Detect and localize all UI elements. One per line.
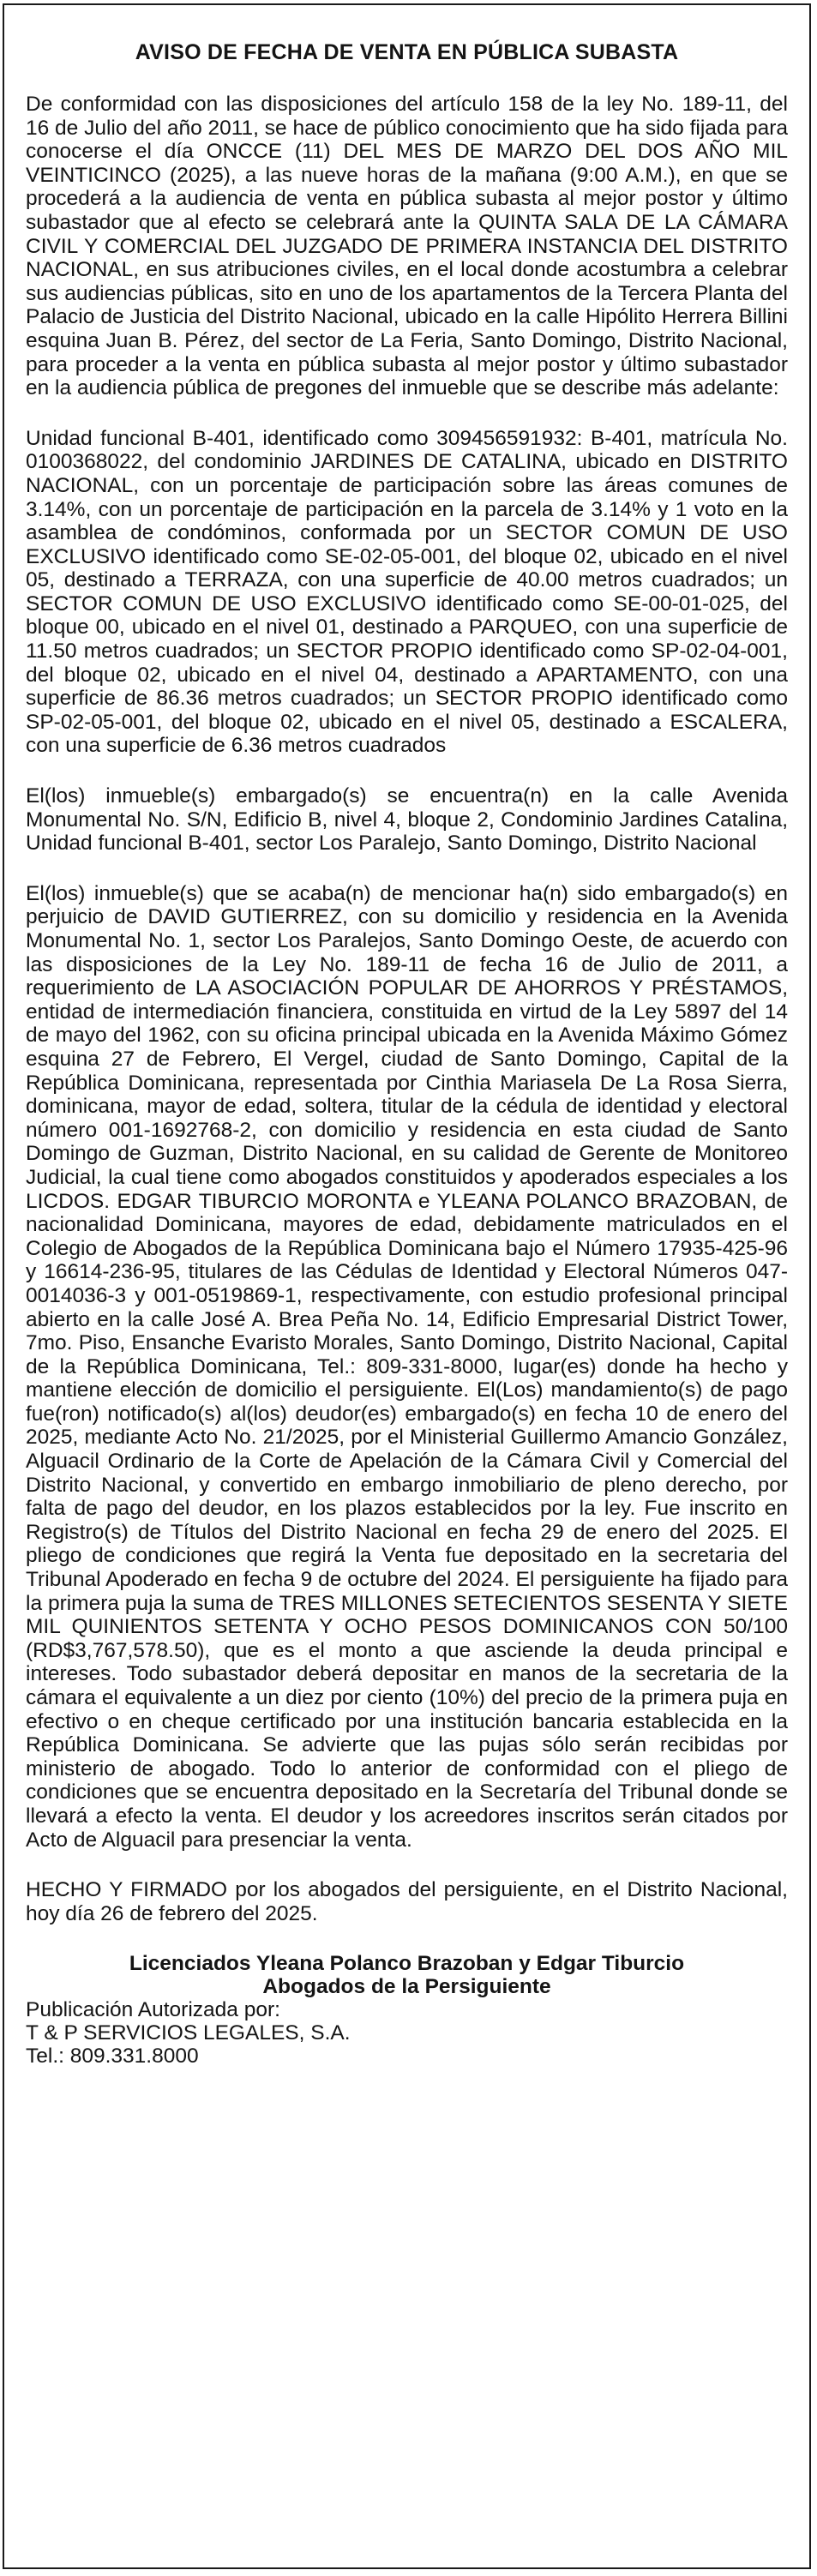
- publication-phone: Tel.: 809.331.8000: [26, 2045, 199, 2069]
- paragraph-seizure-details: El(los) inmueble(s) que se acaba(n) de mencionar ha(n) sido embargado(s) en perjuicio de DAVID GUTIERREZ, con su domicilio y residencia en la Avenida Monumental No. 1, sector Los Paralejos, Santo Domingo Oeste, de acuerdo con las disposiciones de la Ley No. 189-11 de fecha 16 de Julio de 2011, a requerimiento de LA ASOCIACIÓN POPULAR DE AHORROS Y PRÉSTAMOS, entidad de intermediación financiera, constituida en virtud de la Ley 5897 del 14 de mayo del 1962, con su oficina principal ubicada en la Avenida Máximo Gómez esquina 27 de Febrero, El Vergel, ciudad de Santo Domingo, Capital de la República Dominicana, representada por Cinthia Mariasela De La Rosa Sierra, dominicana, mayor de edad, soltera, titular de la cédula de identidad y electoral número 001-1692768-2, con domicilio y residencia en esta ciudad de Santo Domingo de Guzman, Distrito Nacional, en su calidad de Gerente de Monitoreo Judicial, la cual tiene como abogados constituidos y apoderados especiales a los LICDOS. EDGAR TIBURCIO MORONTA e YLEANA POLANCO BRAZOBAN, de nacionalidad Dominicana, mayores de edad, debidamente matriculados en el Colegio de Abogados de la República Dominicana bajo el Número 17935-425-96 y 16614-236-95, titulares de las Cédulas de Identidad y Electoral Números 047-0014036-3 y 001-0519869-1, respectivamente, con estudio profesional principal abierto en la calle José A. Brea Peña No. 14, Edificio Empresarial District Tower, 7mo. Piso, Ensanche Evaristo Morales, Santo Domingo, Distrito Nacional, Capital de la República Dominicana, Tel.: 809-331-8000, lugar(es) donde ha hecho y mantiene elección de domicilio el persiguiente. El(Los) mandamiento(s) de pago fue(ron) notificado(s) al(los) deudor(es) embargado(s) en fecha 10 de enero del 2025, mediante Acto No. 21/2025, por el Ministerial Guillermo Amancio González, Alguacil Ordinario de la Corte de Apelación de la Cámara Civil y Comercial del Distrito Nacional, y convertido en embargo inmobiliario de pleno derecho, por falta de pago del deudor, en los plazos establecidos por la ley. Fue inscrito en Registro(s) de Títulos del Distrito Nacional en fecha 29 de enero del 2025. El pliego de condiciones que regirá la Venta fue depositado en la secretaria del Tribunal Apoderado en fecha 9 de octubre del 2024. El persiguiente ha fijado para la primera puja la suma de TRES MILLONES SETECIENTOS SESENTA Y SIETE MIL QUINIENTOS SETENTA Y OCHO PESOS DOMINICANOS CON 50/100 (RD$3,767,578.50), que es el monto a que asciende la deuda principal e intereses. Todo subastador deberá depositar en manos de la secretaria de la cámara el equivalente a un diez por ciento (10%) del precio de la primera puja en efectivo o en cheque certificado por una institución bancaria establecida en la República Dominicana. Se advierte que las pujas sólo serán recibidas por ministerio de abogado. Todo lo anterior de conformidad con el pliego de condiciones que se encuentra depositado en la Secretaría del Tribunal donde se llevará a efecto la venta. El deudor y los acreedores inscritos serán citados por Acto de Alguacil para presenciar la venta.: [26, 881, 788, 1852]
- notice-title: AVISO DE FECHA DE VENTA EN PÚBLICA SUBASTA: [135, 40, 679, 64]
- signers-names: Licenciados Yleana Polanco Brazoban y Edgar Tiburcio: [129, 1952, 685, 1976]
- notice-body: [26, 39, 788, 2068]
- publication-company: T & P SERVICIOS LEGALES, S.A.: [26, 2021, 351, 2045]
- notice-frame: [3, 3, 811, 2569]
- signers-block: [26, 1952, 788, 1998]
- publication-authorized: Publicación Autorizada por:: [26, 1998, 280, 2022]
- paragraph-sale-date: De conformidad con las disposiciones del artículo 158 de la ley No. 189-11, del 16 de Julio del año 2011, se hace de público conocimiento que ha sido fijada para conocerse el día ONCCE (11) DEL MES DE MARZO DEL DOS AÑO MIL VEINTICINCO (2025), a las nueve horas de la mañana (9:00 A.M.), en que se procederá a la audiencia de venta en pública subasta al mejor postor y último subastador que al efecto se celebrará ante la QUINTA SALA DE LA CÁMARA CIVIL Y COMERCIAL DEL JUZGADO DE PRIMERA INSTANCIA DEL DISTRITO NACIONAL, en sus atribuciones civiles, en el local donde acostumbra a celebrar sus audiencias públicas, sito en uno de los apartamentos de la Tercera Planta del Palacio de Justicia del Distrito Nacional, ubicado en la calle Hipólito Herrera Billini esquina Juan B. Pérez, del sector de La Feria, Santo Domingo, Distrito Nacional, para proceder a la venta en pública subasta al mejor postor y último subastador en la audiencia pública de pregones del inmueble que se describe más adelante:: [26, 93, 788, 400]
- signers-role: Abogados de la Persiguiente: [262, 1975, 551, 1999]
- paragraph-property-description: Unidad funcional B-401, identificado como 309456591932: B-401, matrícula No. 0100368022, del condominio JARDINES DE CATALINA, ubicado en DISTRITO NACIONAL, con un porcentaje de participación sobre las áreas comunes de 3.14%, con un porcentaje de participación en la parcela de 3.14% y 1 voto en la asamblea de condóminos, conformada por un SECTOR COMUN DE USO EXCLUSIVO identificado como SE-02-05-001, del bloque 02, ubicado en el nivel 05, destinado a TERRAZA, con una superficie de 40.00 metros cuadrados; un SECTOR COMUN DE USO EXCLUSIVO identificado como SE-00-01-025, del bloque 00, ubicado en el nivel 01, destinado a PARQUEO, con una superficie de 11.50 metros cuadrados; un SECTOR PROPIO identificado como SP-02-04-001, del bloque 02, ubicado en el nivel 04, destinado a APARTAMENTO, con una superficie de 86.36 metros cuadrados; un SECTOR PROPIO identificado como SP-02-05-001, del bloque 02, ubicado en el nivel 05, destinado a ESCALERA, con una superficie de 6.36 metros cuadrados: [26, 426, 788, 758]
- paragraph-property-location: El(los) inmueble(s) embargado(s) se encuentra(n) en la calle Avenida Monumental No. S/N, Edificio B, nivel 4, bloque 2, Condominio Jardines Catalina, Unidad funcional B-401, sector Los Paralejo, Santo Domingo, Distrito Nacional: [26, 784, 788, 856]
- publication-block: [26, 1998, 788, 2068]
- paragraph-signed: HECHO Y FIRMADO por los abogados del persiguiente, en el Distrito Nacional, hoy día 26 de febrero del 2025.: [26, 1878, 788, 1925]
